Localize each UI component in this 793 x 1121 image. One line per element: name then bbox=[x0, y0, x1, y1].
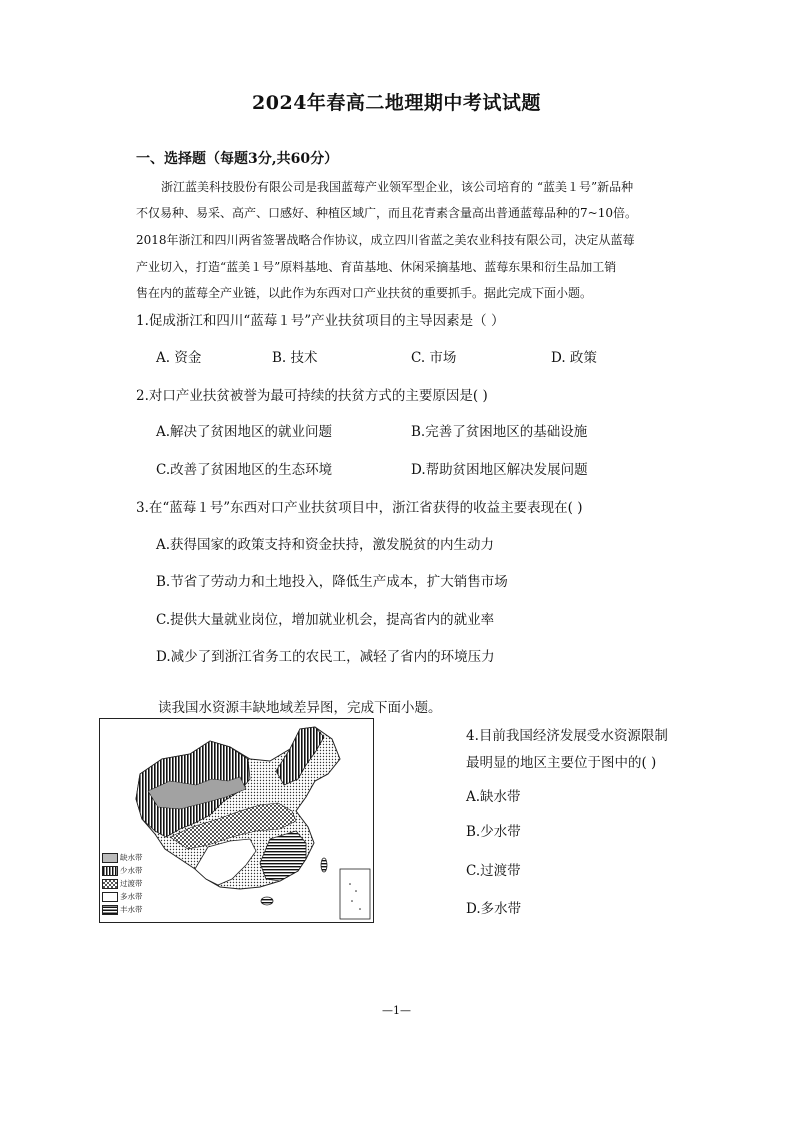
page-title: 2024年春高二地理期中考试试题 bbox=[252, 92, 541, 114]
q1-option-c: C. 市场 bbox=[411, 350, 457, 366]
q2-option-a: A.解决了贫困地区的就业问题 bbox=[156, 424, 333, 440]
question-4-stem-line-1: 4.目前我国经济发展受水资源限制 bbox=[466, 728, 668, 744]
question-1-stem: 1.促成浙江和四川“蓝莓１号”产业扶贫项目的主导因素是（ ） bbox=[136, 313, 505, 329]
legend-swatch-transition bbox=[102, 879, 118, 889]
q1-option-d: D. 政策 bbox=[551, 350, 597, 366]
question-2-stem: 2.对口产业扶贫被誉为最可持续的扶贫方式的主要原因是( ) bbox=[136, 388, 488, 404]
q2-option-d: D.帮助贫困地区解决发展问题 bbox=[411, 462, 588, 478]
question-3-stem: 3.在“蓝莓１号”东西对口产业扶贫项目中，浙江省获得的收益主要表现在( ) bbox=[136, 500, 583, 516]
page-number: —1— bbox=[382, 1004, 411, 1017]
question-4-stem-line-2: 最明显的地区主要位于图中的( ) bbox=[466, 755, 657, 771]
q3-option-c: C.提供大量就业岗位，增加就业机会，提高省内的就业率 bbox=[156, 612, 495, 628]
legend-swatch-wet bbox=[102, 905, 118, 915]
legend-label-arid: 缺水带 bbox=[120, 853, 143, 862]
section-heading: 一、选择题（每题3分,共60分） bbox=[136, 151, 339, 167]
q1-option-b: B. 技术 bbox=[272, 350, 318, 366]
legend-label-wet: 丰水带 bbox=[120, 905, 143, 914]
legend-label-humid: 多水带 bbox=[120, 892, 143, 901]
water-resources-map bbox=[99, 718, 374, 923]
q2-option-c: C.改善了贫困地区的生态环境 bbox=[156, 462, 333, 478]
legend-swatch-semiarid bbox=[102, 866, 118, 876]
q4-option-a: A.缺水带 bbox=[466, 789, 521, 805]
q3-option-d: D.减少了到浙江省务工的农民工，减轻了省内的环境压力 bbox=[156, 649, 495, 665]
q4-option-b: B.少水带 bbox=[466, 824, 521, 840]
q2-option-b: B.完善了贫困地区的基础设施 bbox=[411, 424, 588, 440]
q4-option-c: C.过渡带 bbox=[466, 863, 521, 879]
map-intro: 读我国水资源丰缺地域差异图，完成下面小题。 bbox=[158, 700, 442, 716]
legend-swatch-humid bbox=[102, 892, 118, 902]
legend-label-semiarid: 少水带 bbox=[120, 866, 143, 875]
passage-line-3: 2018年浙江和四川两省签署战略合作协议，成立四川省蓝之美农业科技有限公司，决定从蓝莓 bbox=[136, 233, 635, 247]
legend-label-transition: 过渡带 bbox=[120, 879, 143, 888]
passage-line-4: 产业切入，打造“蓝美１号”原料基地、育苗基地、休闲采摘基地、蓝莓东果和衍生品加工销 bbox=[136, 260, 617, 274]
q1-option-a: A. 资金 bbox=[156, 350, 202, 366]
q3-option-b: B.节省了劳动力和土地投入，降低生产成本，扩大销售市场 bbox=[156, 574, 508, 590]
q4-option-d: D.多水带 bbox=[466, 901, 522, 917]
passage-line-5: 售在内的蓝莓全产业链，以此作为东西对口产业扶贫的重要抓手。据此完成下面小题。 bbox=[136, 286, 593, 300]
passage-line-2: 不仅易种、易采、高产、口感好、种植区域广，而且花青素含量高出普通蓝莓品种的7~10倍。 bbox=[136, 206, 637, 220]
legend-swatch-arid bbox=[102, 853, 118, 863]
passage-line-1: 浙江蓝美科技股份有限公司是我国蓝莓产业领军型企业，该公司培育的 “蓝美１号”新品种 bbox=[161, 180, 634, 194]
q3-option-a: A.获得国家的政策支持和资金扶持，激发脱贫的内生动力 bbox=[156, 537, 495, 553]
